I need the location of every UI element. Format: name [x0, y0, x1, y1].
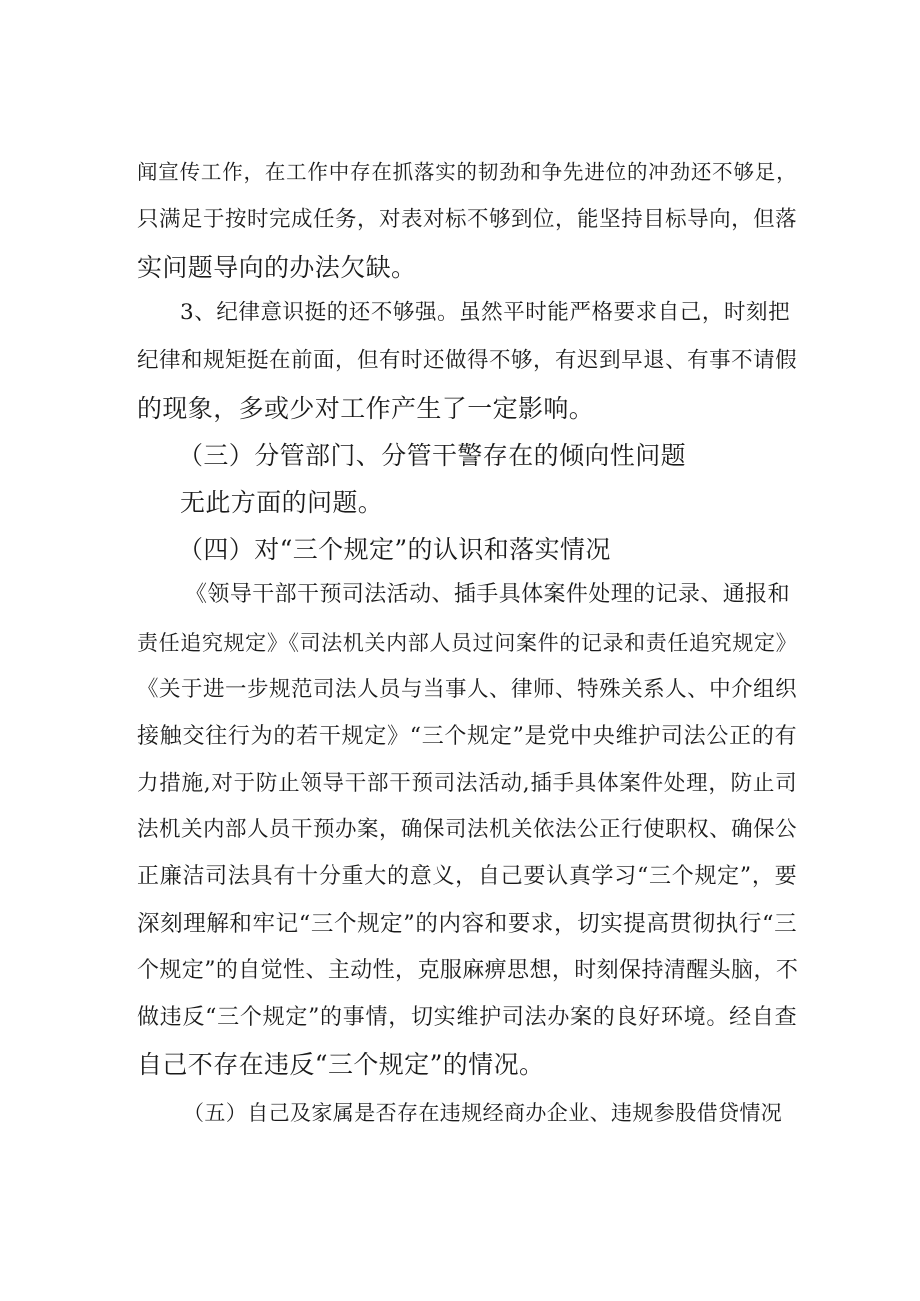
- section-heading: （三）分管部门、分管干警存在的倾向性问题: [178, 441, 687, 470]
- paragraph-line: 闻宣传工作，在工作中存在抓落实的韧劲和争先进位的冲劲还不够足，: [137, 160, 797, 184]
- paragraph-line: 无此方面的问题。: [180, 488, 384, 517]
- paragraph-line: 深刻理解和牢记“三个规定”的内容和要求，切实提高贯彻执行“三: [137, 911, 797, 937]
- paragraph-line: 自己不存在违反“三个规定”的情况。: [137, 1050, 545, 1079]
- paragraph-line: 实问题导向的办法欠缺。: [137, 253, 417, 282]
- paragraph-line: 只满足于按时完成任务，对表对标不够到位，能坚持目标导向，但落: [137, 207, 797, 232]
- paragraph-line: 力措施,对于防止领导干部干预司法活动,插手具体案件处理，防止司: [137, 771, 797, 796]
- paragraph-line: 法机关内部人员干预办案，确保司法机关依法公正行使职权、确保公: [137, 817, 797, 842]
- paragraph-line: 3、纪律意识挺的还不够强。虽然平时能严格要求自己，时刻把: [180, 300, 790, 325]
- paragraph-line: 《关于进一步规范司法人员与当事人、律师、特殊关系人、中介组织: [137, 677, 797, 702]
- section-heading: （四）对“三个规定”的认识和落实情况: [178, 535, 611, 564]
- paragraph-line: 做违反“三个规定”的事情，切实维护司法办案的良好环境。经自查: [137, 1005, 797, 1030]
- section-heading: （五）自己及家属是否存在违规经商办企业、违规参股借贷情况: [183, 1101, 783, 1125]
- paragraph-line: 纪律和规矩挺在前面，但有时还做得不够，有迟到早退、有事不请假: [137, 348, 797, 373]
- paragraph-line: 《领导干部干预司法活动、插手具体案件处理的记录、通报和: [185, 582, 790, 607]
- paragraph-line: 个规定”的自觉性、主动性，克服麻痹思想，时刻保持清醒头脑，不: [137, 958, 799, 983]
- paragraph-line: 责任追究规定》《司法机关内部人员过问案件的记录和责任追究规定》: [137, 631, 797, 655]
- paragraph-line: 接触交往行为的若干规定》“三个规定”是党中央维护司法公正的有: [137, 724, 797, 749]
- paragraph-line: 的现象，多或少对工作产生了一定影响。: [137, 394, 595, 423]
- paragraph-line: 正廉洁司法具有十分重大的意义，自己要认真学习“三个规定”，要: [137, 864, 797, 889]
